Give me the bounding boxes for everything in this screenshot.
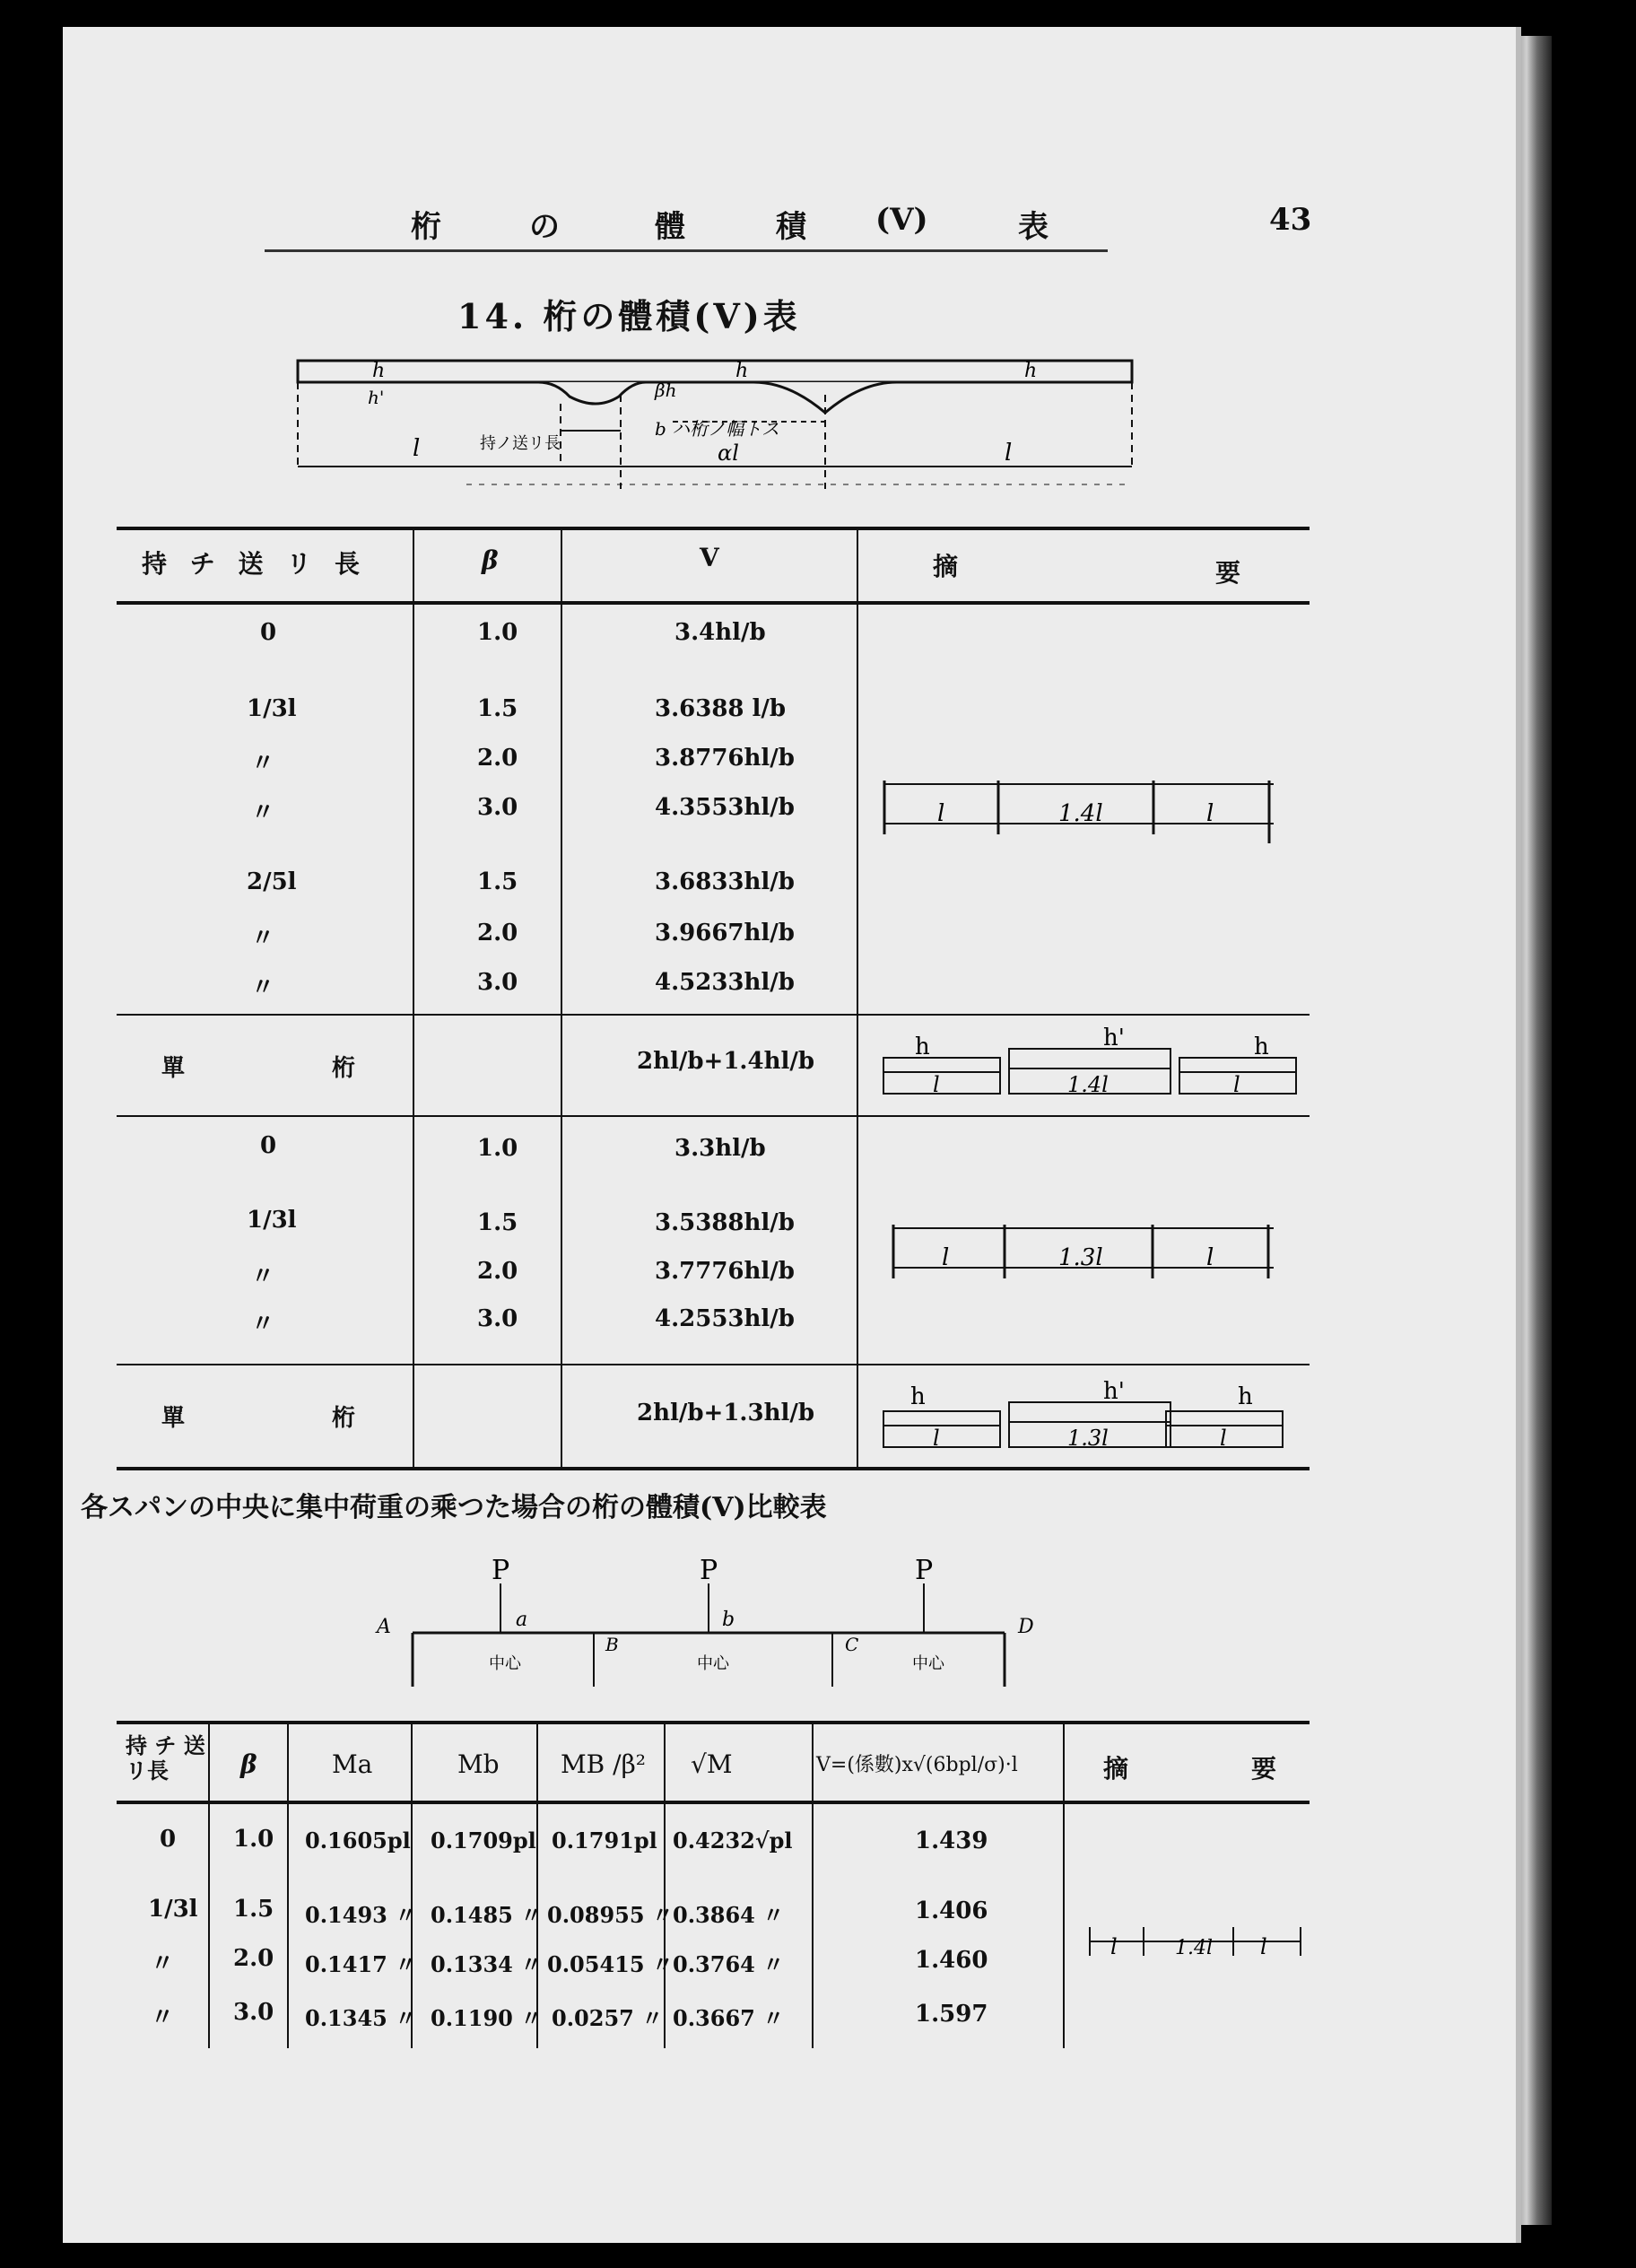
diagram-label: 持ノ送リ長 (480, 434, 561, 453)
center-label: 中心 (912, 1654, 944, 1673)
sketch-label: h' (1103, 1378, 1125, 1405)
table1-len: 〃 (251, 1311, 275, 1338)
table2-sqrt: 0.3764 〃 (673, 1951, 785, 1977)
section-subtitle: 各スパンの中央に集中荷重の乘つた場合の桁の體積(V)比較表 (81, 1492, 827, 1523)
table1-beta: 1.5 (477, 1209, 518, 1236)
table2-col-divider (1063, 1721, 1065, 2048)
table2-mb: 0.1485 〃 (431, 1902, 543, 1928)
table2-v: 1.406 (915, 1897, 988, 1924)
point-label: b (722, 1609, 735, 1631)
diagram-label: h (1024, 360, 1038, 382)
table1-beta: 2.0 (477, 1258, 518, 1285)
table1-beta: 3.0 (477, 794, 518, 821)
table2-header: Mb (457, 1749, 500, 1779)
simple-beam-label: 桁 (332, 1405, 356, 1432)
load-label: P (700, 1555, 718, 1586)
table1-len: 0 (260, 1132, 277, 1159)
diagram-label: l (413, 435, 421, 462)
table2-header: MB /β² (561, 1749, 646, 1779)
sketch-label: l (942, 1244, 950, 1271)
table2-sqrt: 0.4232√pl (673, 1827, 793, 1854)
table2-header: √M (691, 1749, 733, 1779)
table1-header: β (482, 545, 499, 575)
header-char: 表 (1018, 209, 1049, 245)
load-label: P (915, 1555, 934, 1586)
table1-rule (117, 1364, 1310, 1365)
diagram-label: l (1005, 440, 1013, 467)
table1-beta: 2.0 (477, 920, 518, 946)
sketch-label: l (1206, 800, 1214, 827)
sketch-label: h (1254, 1034, 1269, 1060)
table1-v: 3.9667hl/b (655, 920, 795, 946)
load-diagram (359, 1543, 1076, 1696)
table1-v: 4.5233hl/b (655, 969, 795, 996)
center-label: 中心 (697, 1654, 729, 1673)
span-sketch (1085, 1920, 1310, 1965)
point-label: B (605, 1634, 619, 1655)
sketch-label: 1.3l (1058, 1244, 1103, 1271)
sketch-label: l (933, 1072, 940, 1097)
table1-v: 3.7776hl/b (655, 1258, 795, 1285)
table2-len: 〃 (151, 1950, 175, 1977)
header-char: 桁 (411, 209, 441, 245)
table2-ma: 0.1493 〃 (305, 1902, 417, 1928)
span-sketch (879, 772, 1283, 843)
table1-len: 〃 (251, 974, 275, 1001)
header-char: の (529, 209, 560, 245)
simple-beam-label: 桁 (332, 1055, 356, 1082)
table1-len: 1/3l (247, 1207, 297, 1234)
table1-rule (117, 1014, 1310, 1016)
sketch-label: l (933, 1426, 940, 1451)
table2-header: 要 (1251, 1754, 1277, 1784)
table2-header: 摘 (1103, 1754, 1129, 1784)
table1-beta: 1.0 (477, 619, 518, 646)
table1-rule (117, 601, 1310, 605)
table1-v: 3.5388hl/b (655, 1209, 795, 1236)
simple-beam-label: 單 (161, 1405, 186, 1432)
table1-beta: 2.0 (477, 745, 518, 772)
table2-v: 1.439 (915, 1827, 988, 1854)
table1-beta: 1.5 (477, 695, 518, 722)
table2-sqrt: 0.3667 〃 (673, 2005, 785, 2031)
table2-mb: 0.1334 〃 (431, 1951, 543, 1977)
table2-col-divider (208, 1721, 210, 2048)
table1-beta: 3.0 (477, 1305, 518, 1332)
table1-len: 〃 (251, 750, 275, 777)
table2-mbb: 0.1791pl (552, 1827, 657, 1854)
table2-header: β (240, 1749, 257, 1779)
table1-beta: 1.5 (477, 868, 518, 895)
table1-v: 3.4hl/b (674, 619, 766, 646)
table2-ma: 0.1417 〃 (305, 1951, 417, 1977)
table2-v: 1.460 (915, 1947, 988, 1974)
sketch-label: l (1110, 1934, 1118, 1959)
table1-col-divider (561, 527, 562, 1467)
table1-header: V (700, 543, 719, 572)
simple-beam-v: 2hl/b+1.4hl/b (637, 1048, 815, 1075)
table2-beta: 1.5 (233, 1896, 274, 1923)
sketch-label: l (1220, 1426, 1227, 1451)
table1-len: 〃 (251, 799, 275, 826)
load-label: P (492, 1555, 510, 1586)
point-label: D (1018, 1616, 1034, 1638)
sketch-label: 1.4l (1067, 1072, 1109, 1097)
table2-rule (117, 1721, 1310, 1724)
table1-header: 要 (1215, 558, 1241, 588)
sketch-label: 1.3l (1067, 1426, 1109, 1451)
table1-header: 摘 (933, 552, 959, 581)
sketch-label: l (1233, 1072, 1240, 1097)
sketch-label: h (1238, 1383, 1253, 1410)
sketch-label: 1.4l (1058, 800, 1103, 827)
beam-diagram (287, 341, 1148, 502)
table2-mb: 0.1190 〃 (431, 2005, 543, 2031)
table2-beta: 1.0 (233, 1826, 274, 1853)
diagram-label: h (372, 360, 386, 382)
table2-beta: 3.0 (233, 1999, 274, 2026)
table2-rule (117, 1801, 1310, 1804)
table2-v: 1.597 (915, 2001, 988, 2028)
center-label: 中心 (489, 1654, 521, 1673)
header-char: (V) (875, 202, 928, 238)
table1-v: 4.3553hl/b (655, 794, 795, 821)
diagram-label: βh (655, 379, 677, 401)
table1-beta: 1.0 (477, 1135, 518, 1162)
simple-beam-v: 2hl/b+1.3hl/b (637, 1400, 815, 1426)
table2-len: 1/3l (148, 1896, 198, 1923)
simple-beam-label: 單 (161, 1055, 186, 1082)
table2-mbb: 0.0257 〃 (552, 2005, 664, 2031)
diagram-label: b ハ桁ノ幅トス (655, 418, 779, 440)
table1-v: 3.8776hl/b (655, 745, 795, 772)
page-edge (1516, 36, 1552, 2225)
table2-len: 〃 (151, 2004, 175, 2031)
table1-header: 持 チ 送 リ 長 (142, 549, 367, 579)
diagram-label: h' (368, 387, 385, 408)
table2-mbb: 0.08955 〃 (547, 1902, 674, 1928)
table1-rule (117, 1467, 1310, 1470)
header-rule (265, 249, 1108, 252)
table1-v: 4.2553hl/b (655, 1305, 795, 1332)
header-char: 積 (776, 209, 806, 245)
sketch-label: h (915, 1034, 930, 1060)
point-label: a (516, 1609, 528, 1631)
table2-len: 0 (160, 1826, 177, 1853)
table2-mbb: 0.05415 〃 (547, 1951, 674, 1977)
table2-header: 持 チ 送リ長 (126, 1732, 205, 1784)
table1-v: 3.6833hl/b (655, 868, 795, 895)
table1-col-divider (857, 527, 858, 1467)
table2-header: V=(係數)x√(6bpl/σ)·l (816, 1754, 1018, 1776)
point-label: C (845, 1634, 859, 1655)
table1-len: 0 (260, 619, 277, 646)
table2-col-divider (287, 1721, 289, 2048)
table2-mb: 0.1709pl (431, 1827, 536, 1854)
table1-rule (117, 527, 1310, 530)
table1-v: 3.6388 l/b (655, 695, 787, 722)
table2-col-divider (664, 1721, 666, 2048)
table2-col-divider (812, 1721, 814, 2048)
table1-len: 1/3l (247, 695, 297, 722)
sketch-label: l (1206, 1244, 1214, 1271)
table1-len: 2/5l (247, 868, 297, 895)
page-title: 14. 桁の體積(V)表 (457, 296, 801, 336)
diagram-label: αl (718, 441, 739, 466)
simple-beam-sketch (879, 1377, 1301, 1458)
table1-col-divider (413, 527, 414, 1467)
table2-beta: 2.0 (233, 1945, 274, 1972)
sketch-label: h (910, 1383, 926, 1410)
table1-rule (117, 1115, 1310, 1117)
table1-len: 〃 (251, 925, 275, 952)
page-number: 43 (1269, 202, 1312, 238)
sketch-label: l (1260, 1934, 1267, 1959)
table1-beta: 3.0 (477, 969, 518, 996)
table2-col-divider (536, 1721, 538, 2048)
sketch-label: l (937, 800, 945, 827)
span-sketch (888, 1216, 1283, 1287)
table2-ma: 0.1345 〃 (305, 2005, 417, 2031)
diagram-label: h (735, 360, 749, 382)
table1-len: 〃 (251, 1263, 275, 1290)
table2-col-divider (411, 1721, 413, 2048)
header-char: 體 (655, 209, 685, 245)
simple-beam-sketch (879, 1027, 1301, 1108)
table1-v: 3.3hl/b (674, 1135, 766, 1162)
table2-sqrt: 0.3864 〃 (673, 1902, 785, 1928)
sketch-label: h' (1103, 1027, 1125, 1051)
point-label: A (377, 1616, 391, 1638)
table2-header: Ma (332, 1749, 373, 1779)
sketch-label: 1.4l (1175, 1937, 1214, 1959)
table2-ma: 0.1605pl (305, 1827, 411, 1854)
